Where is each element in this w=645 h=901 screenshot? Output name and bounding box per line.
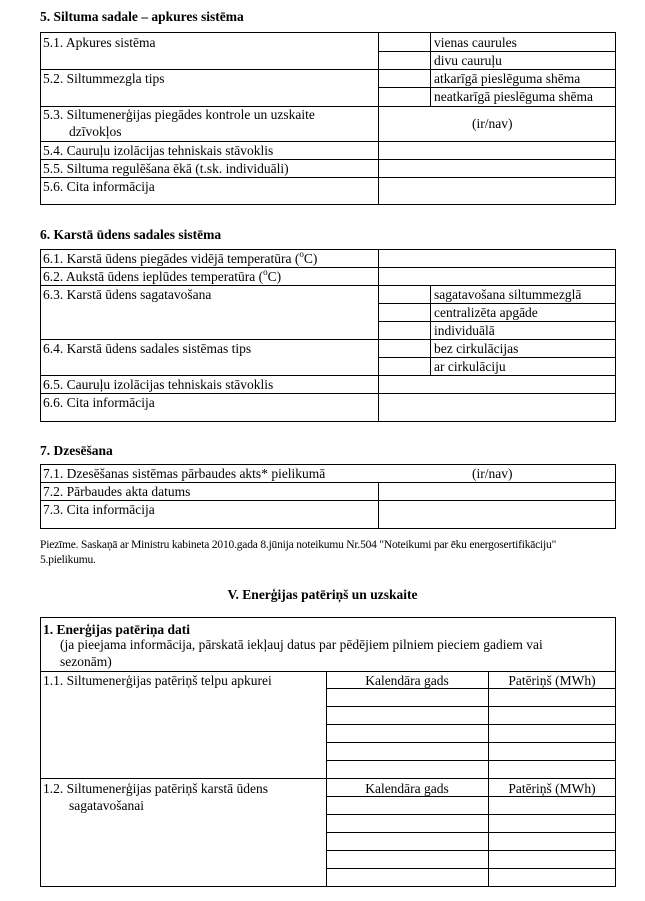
table-rule xyxy=(326,706,616,707)
section-5-heading: 5. Siltuma sadale – apkures sistēma xyxy=(40,9,244,24)
row-7-1-value[interactable]: (ir/nav) xyxy=(472,466,513,481)
footnote: Piezīme. Saskaņā ar Ministru kabineta 2010.gada 8.jūnija noteikumu Nr.504 "Noteikumi par ēku energosertifikāciju" xyxy=(40,539,557,551)
table-rule xyxy=(40,500,616,501)
row-6-6-label: 6.6. Cita informācija xyxy=(43,395,155,410)
table-rule xyxy=(40,177,616,178)
table-rule xyxy=(40,141,616,142)
option-one-pipe: vienas caurules xyxy=(434,35,517,50)
footnote-cont: 5.pielikumu. xyxy=(40,554,96,566)
table-rule xyxy=(40,393,616,394)
row-7-3-label: 7.3. Cita informācija xyxy=(43,502,155,517)
table-rule xyxy=(40,482,616,483)
option-centralized: centralizēta apgāde xyxy=(434,305,538,320)
col-header-year: Kalendāra gads xyxy=(365,673,449,688)
row-1-1-label: 1.1. Siltumenerģijas patēriņš telpu apkurei xyxy=(43,673,272,688)
table-rule xyxy=(326,796,616,797)
table-rule xyxy=(326,832,616,833)
option-with-circulation: ar cirkulāciju xyxy=(434,359,506,374)
row-5-3-label-cont: dzīvokļos xyxy=(69,124,122,139)
table-rule xyxy=(326,814,616,815)
table-rule xyxy=(326,760,616,761)
table-rule xyxy=(40,159,616,160)
row-6-3-label: 6.3. Karstā ūdens sagatavošana xyxy=(43,287,212,302)
box-title: 1. Enerģijas patēriņa dati xyxy=(43,622,190,637)
table-rule xyxy=(40,375,616,376)
table-rule xyxy=(40,69,616,70)
table-rule xyxy=(378,87,616,88)
row-5-3-label: 5.3. Siltumenerģijas piegādes kontrole un uzskaite xyxy=(43,107,315,122)
row-6-4-label: 6.4. Karstā ūdens sadales sistēmas tips xyxy=(43,341,252,356)
table-rule xyxy=(40,267,616,268)
row-7-1-label: 7.1. Dzesēšanas sistēmas pārbaudes akts* pielikumā xyxy=(43,466,326,481)
option-independent-scheme: neatkarīgā pieslēguma shēma xyxy=(434,89,593,104)
option-two-pipe: divu cauruļu xyxy=(434,53,502,68)
table-rule xyxy=(40,671,616,672)
row-6-5-label: 6.5. Cauruļu izolācijas tehniskais stāvoklis xyxy=(43,377,274,392)
table-rule xyxy=(326,742,616,743)
row-5-5-label: 5.5. Siltuma regulēšana ēkā (t.sk. individuāli) xyxy=(43,161,289,176)
table-divider xyxy=(378,249,379,422)
table-divider xyxy=(378,482,379,529)
row-7-2-label: 7.2. Pārbaudes akta datums xyxy=(43,484,191,499)
section-v-table xyxy=(40,617,616,887)
section-7-heading: 7. Dzesēšana xyxy=(40,443,113,458)
box-description: (ja pieejama informācija, pārskatā iekļauj datus par pēdējiem pilniem pieciem gadiem vai xyxy=(60,637,543,652)
section-6-heading: 6. Karstā ūdens sadales sistēma xyxy=(40,227,222,242)
row-5-1-label: 5.1. Apkures sistēma xyxy=(43,35,156,50)
table-divider xyxy=(378,32,379,205)
table-rule xyxy=(40,778,616,779)
row-5-4-label: 5.4. Cauruļu izolācijas tehniskais stāvoklis xyxy=(43,143,274,158)
row-5-6-label: 5.6. Cita informācija xyxy=(43,179,155,194)
col-header-year-2: Kalendāra gads xyxy=(365,781,449,796)
section-v-heading: V. Enerģijas patēriņš un uzskaite xyxy=(227,587,418,602)
table-rule xyxy=(378,321,616,322)
row-6-2-label: 6.2. Aukstā ūdens ieplūdes temperatūra ($^o$C) xyxy=(43,267,282,284)
option-substation-prep: sagatavošana siltummezglā xyxy=(434,287,582,302)
row-1-2-label-cont: sagatavošanai xyxy=(69,798,144,813)
option-individual: individuālā xyxy=(434,323,495,338)
row-5-2-label: 5.2. Siltummezgla tips xyxy=(43,71,165,86)
option-no-circulation: bez cirkulācijas xyxy=(434,341,519,356)
table-rule xyxy=(326,688,616,689)
table-rule xyxy=(40,339,616,340)
option-dependent-scheme: atkarīgā pieslēguma shēma xyxy=(434,71,581,86)
box-description-cont: sezonām) xyxy=(60,654,112,669)
table-rule xyxy=(326,868,616,869)
col-header-consumption-2: Patēriņš (MWh) xyxy=(508,781,596,796)
table-rule xyxy=(326,724,616,725)
col-header-consumption: Patēriņš (MWh) xyxy=(508,673,596,688)
table-rule xyxy=(378,357,616,358)
table-rule xyxy=(326,850,616,851)
row-6-1-label: 6.1. Karstā ūdens piegādes vidējā temperatūra ($^o$C) xyxy=(43,249,318,266)
table-rule xyxy=(378,51,616,52)
table-rule xyxy=(378,303,616,304)
table-divider xyxy=(430,285,431,375)
row-1-2-label: 1.2. Siltumenerģijas patēriņš karstā ūdens xyxy=(43,781,268,796)
row-5-3-value[interactable]: (ir/nav) xyxy=(472,116,513,131)
table-rule xyxy=(40,285,616,286)
